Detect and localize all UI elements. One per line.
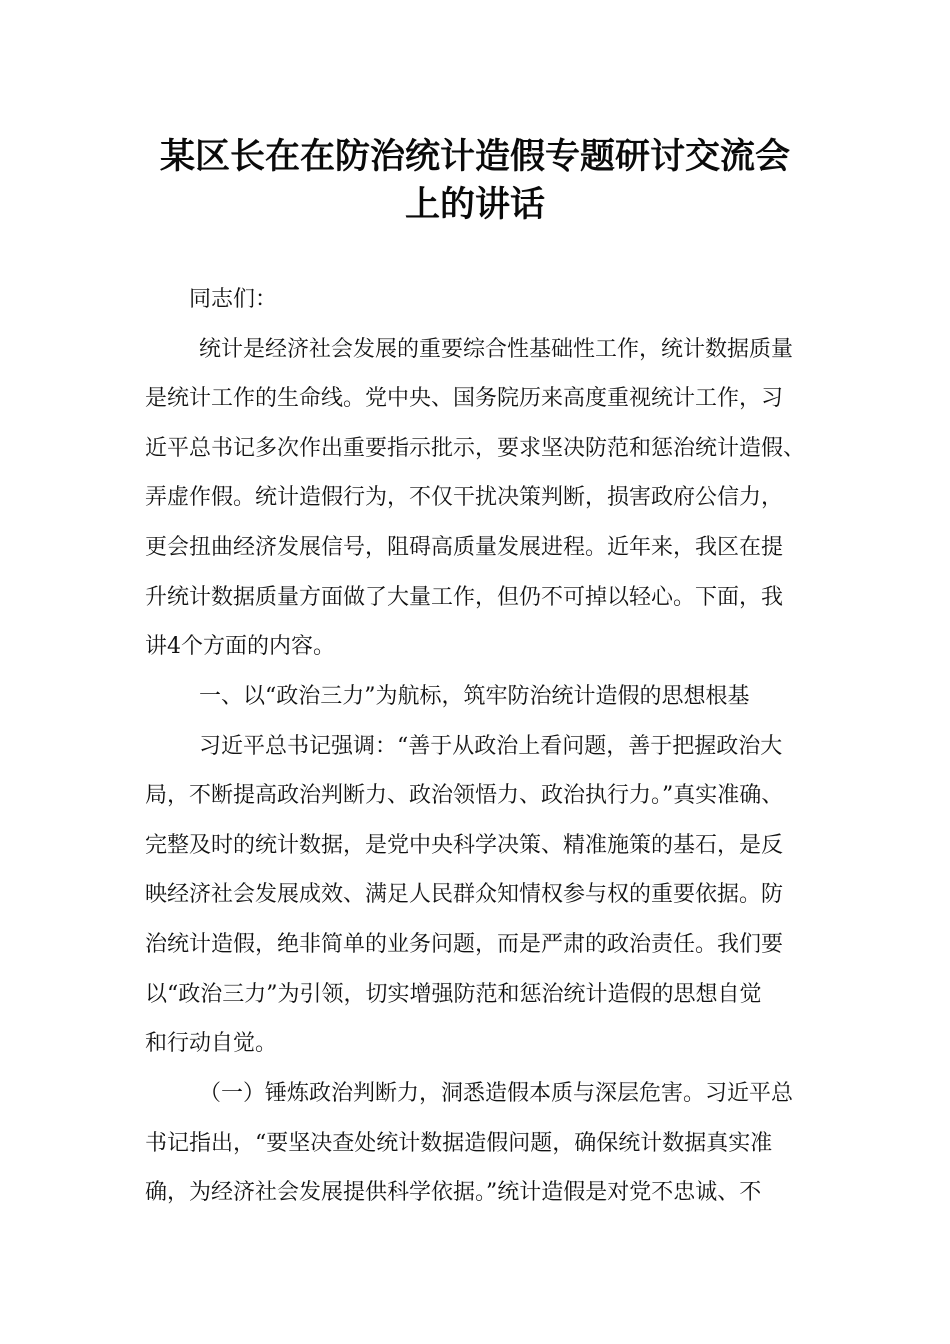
paragraph-3-line-1: （一）锤炼政治判断力，洞悉造假本质与深层危害。习近平总 (199, 1081, 794, 1106)
paragraph-1-line-7: 讲4个方面的内容。 (145, 634, 335, 659)
paragraph-1-line-6: 升统计数据质量方面做了大量工作，但仍不可掉以轻心。下面，我 (145, 585, 784, 610)
paragraph-2-line-6: 以“政治三力”为引领，切实增强防范和惩治统计造假的思想自觉 (145, 982, 762, 1007)
section-heading-1: 一、以“政治三力”为航标，筑牢防治统计造假的思想根基 (199, 684, 750, 709)
paragraph-1-line-3: 近平总书记多次作出重要指示批示，要求坚决防范和惩治统计造假、 (145, 436, 806, 461)
paragraph-3-line-2: 书记指出，“要坚决查处统计数据造假问题，确保统计数据真实准 (145, 1131, 773, 1156)
document-title-line-1: 某区长在在防治统计造假专题研讨交流会 (159, 137, 790, 177)
paragraph-1-line-5: 更会扭曲经济发展信号，阻碍高质量发展进程。近年来，我区在提 (145, 535, 784, 560)
paragraph-1-line-1: 统计是经济社会发展的重要综合性基础性工作，统计数据质量 (199, 337, 794, 362)
paragraph-2-line-2: 局，不断提高政治判断力、政治领悟力、政治执行力。”真实准确、 (145, 783, 784, 808)
salutation: 同志们： (189, 287, 278, 312)
paragraph-1-line-4: 弄虚作假。统计造假行为，不仅干扰决策判断，损害政府公信力， (145, 485, 784, 510)
paragraph-2-line-4: 映经济社会发展成效、满足人民群众知情权参与权的重要依据。防 (145, 882, 784, 907)
paragraph-2-line-5: 治统计造假，绝非简单的业务问题，而是严肃的政治责任。我们要 (145, 932, 784, 957)
paragraph-2-line-3: 完整及时的统计数据，是党中央科学决策、精准施策的基石，是反 (145, 833, 784, 858)
paragraph-2-line-7: 和行动自觉。 (145, 1031, 278, 1056)
paragraph-3-line-3: 确，为经济社会发展提供科学依据。”统计造假是对党不忠诚、不 (145, 1180, 762, 1205)
paragraph-1-line-2: 是统计工作的生命线。党中央、国务院历来高度重视统计工作，习 (145, 386, 784, 411)
document-title-line-2: 上的讲话 (404, 185, 545, 225)
paragraph-2-line-1: 习近平总书记强调：“善于从政治上看问题，善于把握政治大 (199, 734, 783, 759)
